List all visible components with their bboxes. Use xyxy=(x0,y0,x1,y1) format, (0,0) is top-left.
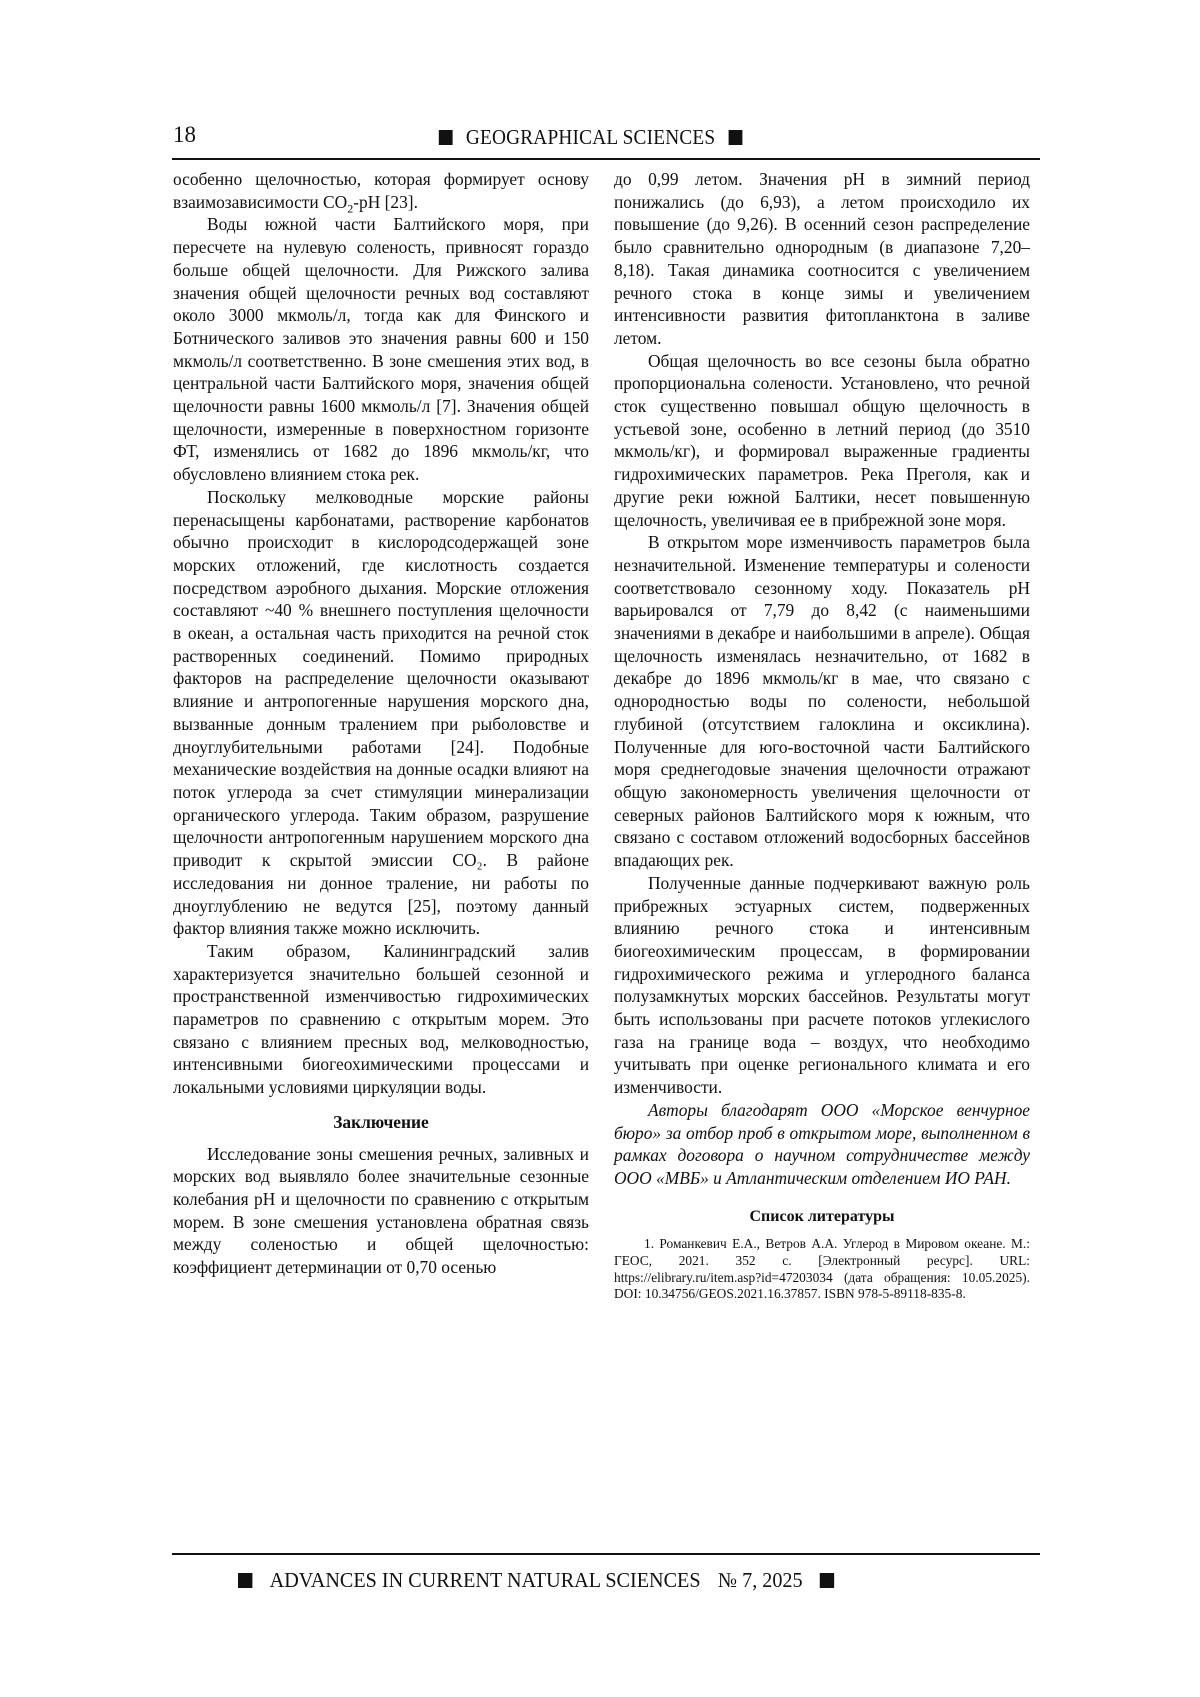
right-column xyxy=(614,168,1030,1303)
paragraph: до 0,99 летом. Значения pH в зимний период понижались (до 6,93), а летом происходило их повышение (до 9,26). В осенний сезон распределение было сравнительно однородным (в диапазоне 7,20–8,18). Такая динамика соотносится с увеличением речного стока в конце зимы и увеличением интенсивности развития фитопланктона в заливе летом. xyxy=(614,169,1030,348)
page-number: 18 xyxy=(173,122,196,147)
subscript: 2 xyxy=(347,201,354,216)
square-bullet-icon xyxy=(238,1573,252,1588)
journal-section: GEOGRAPHICAL SCIENCES xyxy=(465,125,716,149)
paragraph: Воды южной части Балтийского моря, при пересчете на нулевую соленость, привносят гораздо больше общей щелочности. Для Рижского залива значения общей щелочности речных вод составляют около 3000 мкмоль/л, тогда как для Финского и Ботнического заливов это значения равны 600 и 150 мкмоль/л соответственно. В зоне смешения этих вод, в центральной части Балтийского моря, значения общей щелочности равны 1600 мкмоль/л [7]. Значения общей щелочности, измеренные в поверхностном горизонте ФТ, изменялись от 1682 до 1896 мкмоль/кг, что обусловлено влиянием стока рек. xyxy=(173,214,589,485)
left-column xyxy=(173,168,589,1279)
acknowledgement: Авторы благодарят ООО «Морское венчурное бюро» за отбор проб в открытом море, выполненном в рамках договора о научном сотрудничестве между ООО «МВБ» и Атлантическим отделением ИО РАН. xyxy=(614,1099,1030,1188)
paragraph: Таким образом, Калининградский залив характеризуется значительно большей сезонной и пространственной изменчивостью гидрохимических параметров по сравнению с открытым морем. Это связано с влиянием пресных вод, мелководностью, интенсивными биогеохимическими процессами и локальными условиями циркуляции воды. xyxy=(173,940,589,1098)
paragraph: Общая щелочность во все сезоны была обратно пропорциональна солености. Установлено, что речной сток существенно повышал общую щелочность в устьевой зоне, особенно в летний период (до 3510 мкмоль/кг), и формировал выраженные градиенты гидрохимических параметров. Река Преголя, как и другие реки южной Балтики, несет повышенную щелочность, увеличивая ее в прибрежной зоне моря. xyxy=(614,350,1030,530)
paragraph: Полученные данные подчеркивают важную роль прибрежных эстуарных систем, подверженных влиянию речного стока и интенсивным биогеохимическим процессам, в формировании гидрохимического режима и углеродного баланса полузамкнутых морских бассейнов. Результаты могут быть использованы при расчете потоков углекислого газа на границе вода – воздух, что необходимо учитывать при оценке регионального климата и его изменчивости. xyxy=(614,872,1030,1098)
square-bullet-icon xyxy=(439,130,453,145)
issue-number: № 7, 2025 xyxy=(717,1568,803,1592)
square-bullet-icon xyxy=(728,130,742,145)
header-divider xyxy=(172,158,1040,160)
references-heading: Список литературы xyxy=(749,1207,895,1225)
section-heading: Заключение xyxy=(333,1111,429,1132)
square-bullet-icon xyxy=(820,1573,834,1588)
paragraph: Поскольку мелководные морские районы перенасыщены карбонатами, растворение карбонатов обычно происходит в кислородсодержащей зоне морских отложений, где кислотность создается посредством аэробного дыхания. Морские отложения составляют ~40 % внешнего поступления щелочности в океан, а остальная часть приходится на речной сток растворенных соединений. Помимо природных факторов на распределение щелочности оказывают влияние и антропогенные нарушения морского дна, вызванные донным тралением при рыболовстве и дноуглубительными работами [24]. Подобные механические воздействия на донные осадки влияют на поток углерода за счет стимуляции минерализации органического углерода. Таким образом, разрушение щелочности антропогенным нарушением морского дна приводит к скрытой эмиссии CO₂. В районе исследования ни донное траление, ни работы по дноуглублению не ведутся [25], поэтому данный фактор влияния также можно исключить. xyxy=(173,486,589,939)
paragraph xyxy=(173,168,589,216)
running-footer xyxy=(238,1566,948,1594)
journal-name: ADVANCES IN CURRENT NATURAL SCIENCES xyxy=(269,1568,701,1592)
paragraph: В открытом море изменчивость параметров была незначительной. Изменение температуры и солености соответствовало сезонному ходу. Показатель pH варьировался от 7,79 до 8,42 (с наименьшими значениями в декабре и наибольшими в апреле). Общая щелочность изменялась незначительно, от 1682 в декабре до 1896 мкмоль/кг в мае, что связано с однородностью воды по солености, небольшой глубиной (отсутствием галоклина и оксиклина). Полученные для юго-восточной части Балтийского моря среднегодовые значения щелочности отражают общую закономерность увеличения щелочности от северных районов Балтийского моря к южным, что связано с составом отложений водосборных бассейнов впадающих рек. xyxy=(614,532,1030,871)
footer-divider xyxy=(172,1553,1040,1555)
paragraph: Исследование зоны смешения речных, заливных и морских вод выявляло более значительные сезонные колебания pH и щелочности по сравнению с открытым морем. В зоне смешения установлена обратная связь между соленостью и общей щелочностью: коэффициент детерминации от 0,70 осенью xyxy=(173,1143,589,1278)
paragraph-text: -pH [23]. xyxy=(353,191,418,212)
reference-item: 1. Романкевич Е.А., Ветров А.А. Углерод в Мировом океане. М.: ГЕОС, 2021. 352 с. [Электронный ресурс]. URL: https://elibrary.ru/item.asp?id=47203034 (дата обращения: 10.05.2025). DOI: 10.34756/GEOS.2021.16.37857. ISBN 978-5-89118-835-8. xyxy=(614,1236,1030,1302)
running-header xyxy=(425,123,756,151)
paragraph-text: особенно щелочностью, которая формирует основу взаимозависимости CO xyxy=(173,169,589,212)
